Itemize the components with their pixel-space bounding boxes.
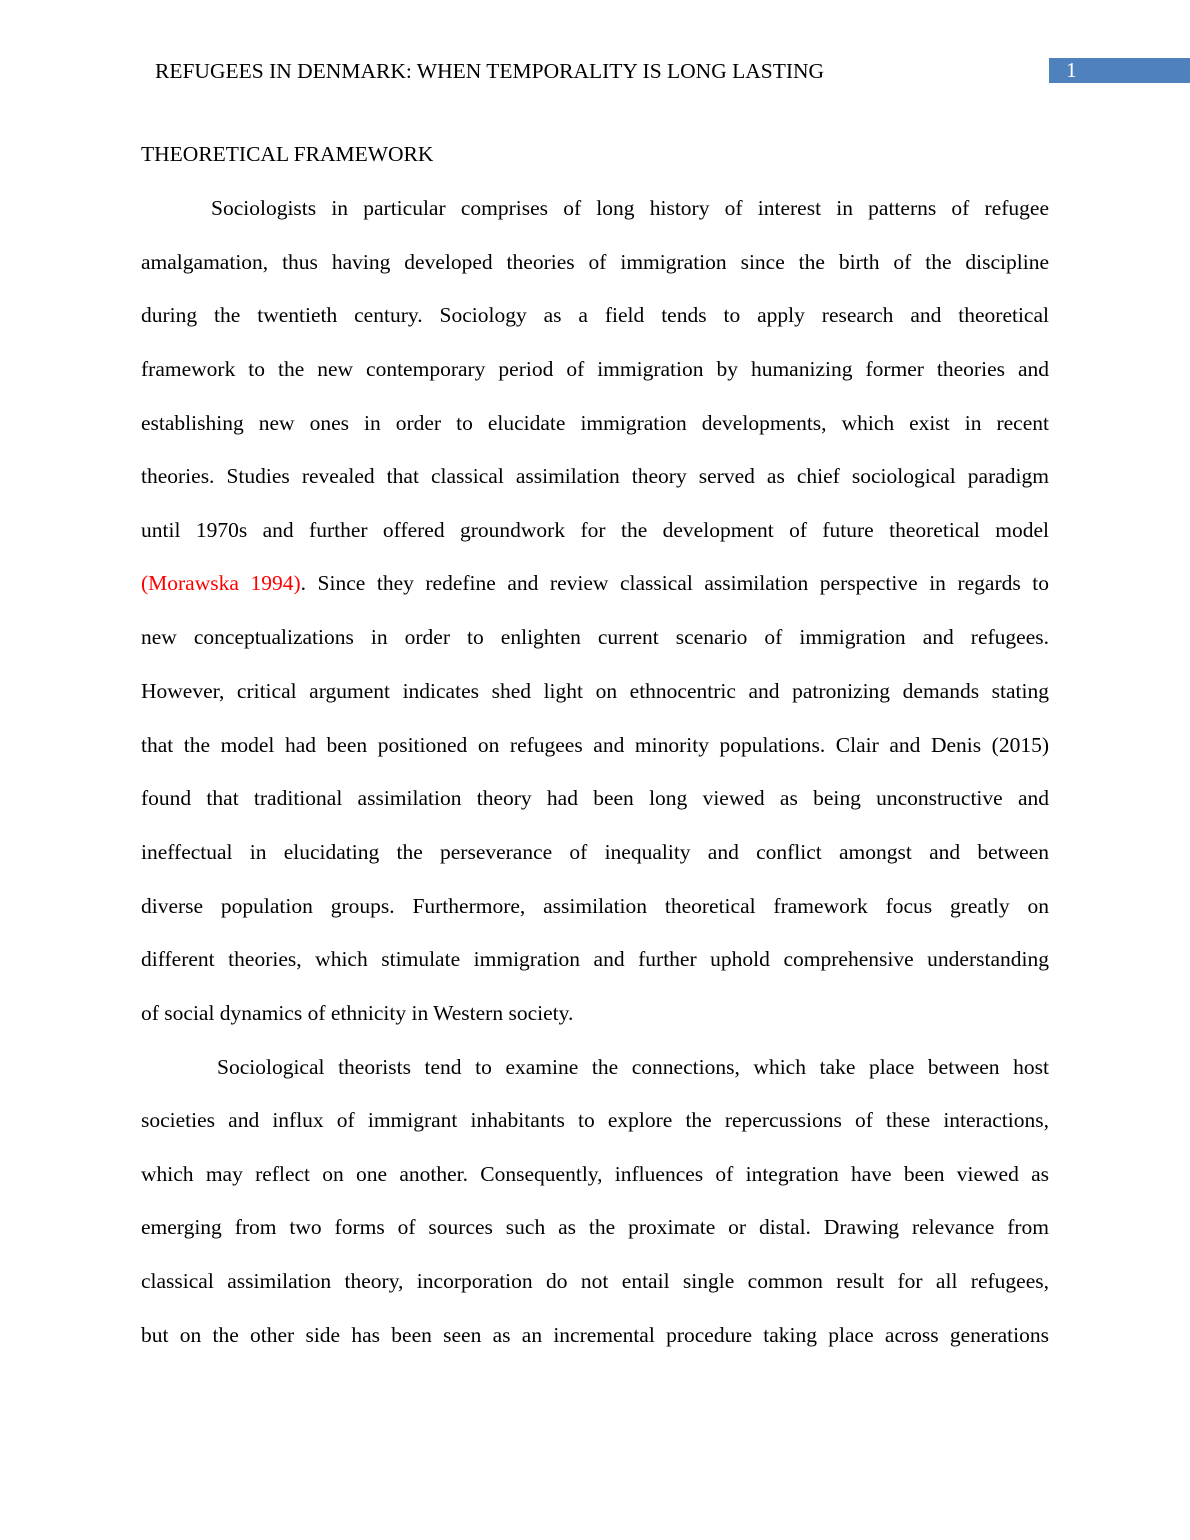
citation-line-rest: . Since they redefine and review classical assimilation perspective in regards to — [300, 571, 1050, 595]
page-number-box — [1049, 58, 1190, 83]
text-line: during the twentieth century. Sociology as a field tends to apply research and theoretical — [141, 303, 1049, 327]
section-heading: THEORETICAL FRAMEWORK — [141, 142, 434, 166]
page-number: 1 — [1066, 58, 1077, 82]
text-line: different theories, which stimulate immigration and further uphold comprehensive understanding — [141, 947, 1049, 971]
text-line: establishing new ones in order to elucidate immigration developments, which exist in recent — [141, 411, 1049, 435]
text-line: but on the other side has been seen as an incremental procedure taking place across generations — [141, 1323, 1049, 1347]
text-line: Sociologists in particular comprises of long history of interest in patterns of refugee — [211, 196, 1049, 220]
text-line: classical assimilation theory, incorporation do not entail single common result for all refugees, — [141, 1269, 1049, 1293]
text-line: diverse population groups. Furthermore, assimilation theoretical framework focus greatly on — [141, 894, 1049, 918]
text-line: emerging from two forms of sources such as the proximate or distal. Drawing relevance from — [141, 1215, 1049, 1239]
text-line: However, critical argument indicates shed light on ethnocentric and patronizing demands stating — [141, 679, 1049, 703]
text-line: until 1970s and further offered groundwork for the development of future theoretical model — [141, 518, 1049, 542]
text-line-with-citation — [141, 568, 1049, 598]
running-head: REFUGEES IN DENMARK: WHEN TEMPORALITY IS LONG LASTING — [155, 59, 825, 83]
text-line: ineffectual in elucidating the perseverance of inequality and conflict amongst and between — [141, 840, 1049, 864]
text-line: framework to the new contemporary period of immigration by humanizing former theories and — [141, 357, 1049, 381]
text-line: that the model had been positioned on refugees and minority populations. Clair and Denis (2015) — [141, 733, 1049, 757]
text-line: theories. Studies revealed that classical assimilation theory served as chief sociological paradigm — [141, 464, 1049, 488]
text-line: societies and influx of immigrant inhabitants to explore the repercussions of these interactions, — [141, 1108, 1049, 1132]
text-line: which may reflect on one another. Consequently, influences of integration have been viewed as — [141, 1162, 1049, 1186]
text-line: of social dynamics of ethnicity in Western society. — [141, 1001, 574, 1025]
text-line: new conceptualizations in order to enlighten current scenario of immigration and refugees. — [141, 625, 1049, 649]
text-line: found that traditional assimilation theory had been long viewed as being unconstructive and — [141, 786, 1049, 810]
text-line: Sociological theorists tend to examine the connections, which take place between host — [217, 1055, 1049, 1079]
citation-morawska: (Morawska 1994) — [141, 571, 301, 595]
text-line: amalgamation, thus having developed theories of immigration since the birth of the discipline — [141, 250, 1049, 274]
